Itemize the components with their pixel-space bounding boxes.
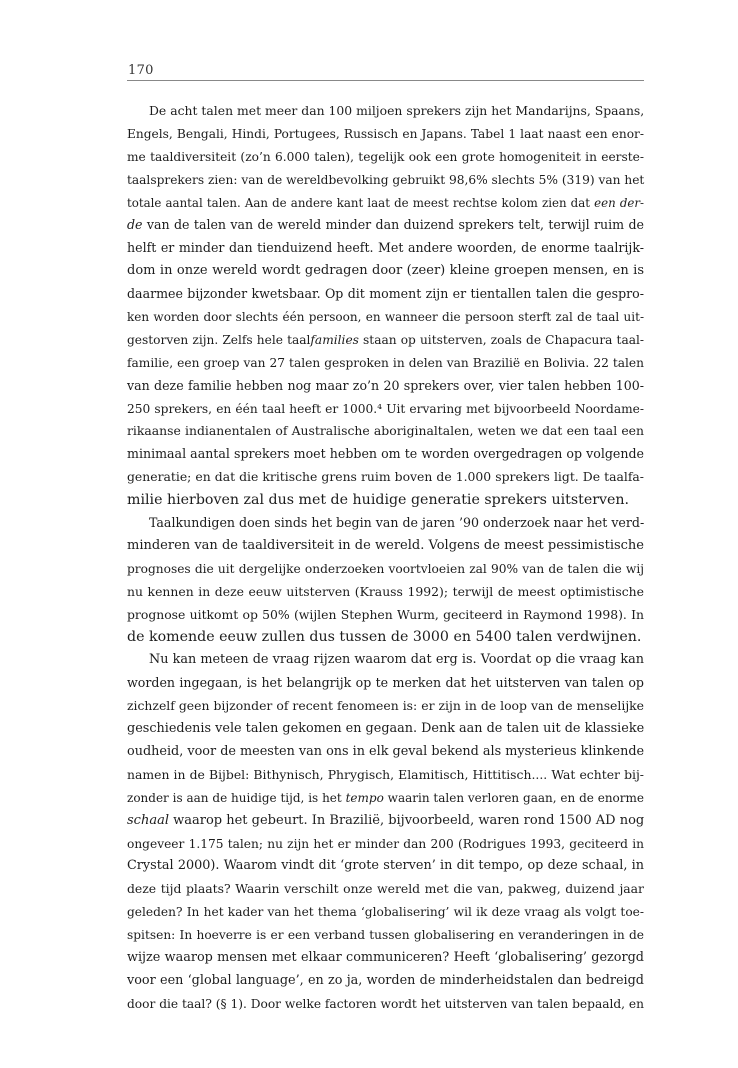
text-line: familie, een groep van 27 talen gesproken in delen van Brazilië en Bolivia. 22 talen (127, 355, 644, 370)
text-line: prognoses die uit dergelijke onderzoeken voortvloeien zal 90% van de talen die wij (127, 561, 644, 576)
text-line: deze tijd plaats? Waarin verschilt onze wereld met die van, pakweg, duizend jaar (127, 881, 644, 897)
text-line (127, 810, 644, 833)
text-line: de komende eeuw zullen dus tussen de 3000 en 5400 talen verdwijnen. (127, 629, 642, 646)
text-line: taalsprekers zien: van de wereldbevolking gebruikt 98,6% slechts 5% (319) van het (127, 172, 645, 187)
text-segment: gestorven zijn. Zelfs hele taal (127, 332, 311, 347)
text-line: prognose uitkomt op 50% (wijlen Stephen Wurm, geciteerd in Raymond 1998). In (127, 606, 644, 622)
text-segment: waarin talen verloren gaan, en de enorme (383, 790, 644, 805)
text-line: ken worden door slechts één persoon, en wanneer die persoon sterft zal de taal uit- (127, 310, 644, 325)
text-line: minderen van de taaldiversiteit in de wereld. Volgens de meest pessimistische (127, 537, 644, 553)
text-line: 250 sprekers, en één taal heeft er 1000.⁴ Uit ervaring met bijvoorbeeld Noordame- (127, 401, 644, 416)
text-line: zichzelf geen bijzonder of recent fenomeen is: er zijn in de loop van de menselijke (127, 698, 644, 714)
text-line: De acht talen met meer dan 100 miljoen sprekers zijn het Mandarijns, Spaans, (149, 103, 645, 118)
text-line: Engels, Bengali, Hindi, Portugees, Russisch en Japans. Tabel 1 laat naast een enor- (127, 126, 644, 141)
emphasis: families (310, 332, 359, 347)
text-line: me taaldiversiteit (zo’n 6.000 talen), tegelijk ook een grote homogeniteit in eerste- (127, 149, 644, 164)
header-rule (127, 80, 644, 81)
text-line: door die taal? (§ 1). Door welke factoren wordt het uitsterven van talen bepaald, en (127, 996, 644, 1011)
text-line (127, 192, 644, 215)
text-line: nu kennen in deze eeuw uitsterven (Krauss 1992); terwijl de meest optimistische (127, 583, 644, 599)
text-line: wijze waarop mensen met elkaar communiceren? Heeft ‘globalisering’ gezorgd (127, 949, 644, 965)
text-line: spitsen: In hoeverre is er een verband tussen globalisering en veranderingen in de (127, 928, 644, 943)
emphasis: schaal (127, 812, 169, 828)
text-line: geleden? In het kader van het thema ‘globalisering’ wil ik deze vraag als volgt toe- (127, 905, 644, 920)
text-line: van deze familie hebben nog maar zo’n 20 sprekers over, vier talen hebben 100- (127, 377, 644, 393)
text-segment: van de talen van de wereld minder dan duizend sprekers telt, terwijl ruim de (142, 217, 644, 233)
text-line: dom in onze wereld wordt gedragen door (zeer) kleine groepen mensen, en is (127, 263, 644, 279)
text-line (127, 214, 644, 237)
text-line: Nu kan meteen de vraag rijzen waarom dat erg is. Voordat op die vraag kan (149, 652, 644, 668)
text-line: geschiedenis vele talen gekomen en gegaan. Denk aan de talen uit de klassieke (127, 721, 645, 737)
page-number: 170 (128, 63, 154, 78)
text-line: ongeveer 1.175 talen; nu zijn het er minder dan 200 (Rodrigues 1993, geciteerd in (127, 836, 644, 851)
text-line: oudheid, voor de meesten van ons in elk geval bekend als mysterieus klinkende (127, 743, 645, 759)
text-segment: waarop het gebeurt. In Brazilië, bijvoorbeeld, waren rond 1500 AD nog (168, 812, 645, 828)
text-line: daarmee bijzonder kwetsbaar. Op dit moment zijn er tientallen talen die gespro- (127, 286, 644, 302)
text-line: Crystal 2000). Waarom vindt dit ‘grote sterven’ in dit tempo, op deze schaal, in (127, 858, 644, 874)
paragraph-3 (127, 649, 644, 1015)
text-line (127, 787, 644, 810)
text-segment: totale aantal talen. Aan de andere kant laat de meest rechtse kolom zien dat (127, 195, 595, 210)
text-line (127, 329, 644, 352)
text-line: minimaal aantal sprekers moet hebben om te worden overgedragen op volgende (127, 446, 644, 462)
emphasis: een der- (594, 195, 645, 210)
emphasis: de (127, 217, 143, 233)
text-segment: zonder is aan de huidige tijd, is het (127, 790, 346, 805)
text-line: Taalkundigen doen sinds het begin van de jaren ’90 onderzoek naar het verd- (149, 515, 645, 531)
text-line: voor een ‘global language’, en zo ja, worden de minderheidstalen dan bedreigd (127, 972, 644, 988)
text-line: worden ingegaan, is het belangrijk op te merken dat het uitsterven van talen op (127, 675, 644, 691)
text-line: namen in de Bijbel: Bithynisch, Phrygisch, Elamitisch, Hittitisch.... Wat echter bij- (127, 766, 644, 782)
paragraph-1 (127, 100, 644, 512)
body-text (127, 100, 644, 1016)
text-line: helft er minder dan tienduizend heeft. Met andere woorden, de enorme taalrijk- (127, 240, 644, 256)
text-line: rikaanse indianentalen of Australische aboriginaltalen, weten we dat een taal een (127, 423, 644, 439)
text-segment: staan op uitsterven, zoals de Chapacura taal- (358, 332, 644, 347)
paragraph-2 (127, 512, 644, 649)
text-line: milie hierboven zal dus met de huidige generatie sprekers uitsterven. (127, 492, 630, 509)
text-line: generatie; en dat die kritische grens ruim boven de 1.000 sprekers ligt. De taalfa- (127, 469, 644, 485)
emphasis: tempo (345, 790, 384, 805)
